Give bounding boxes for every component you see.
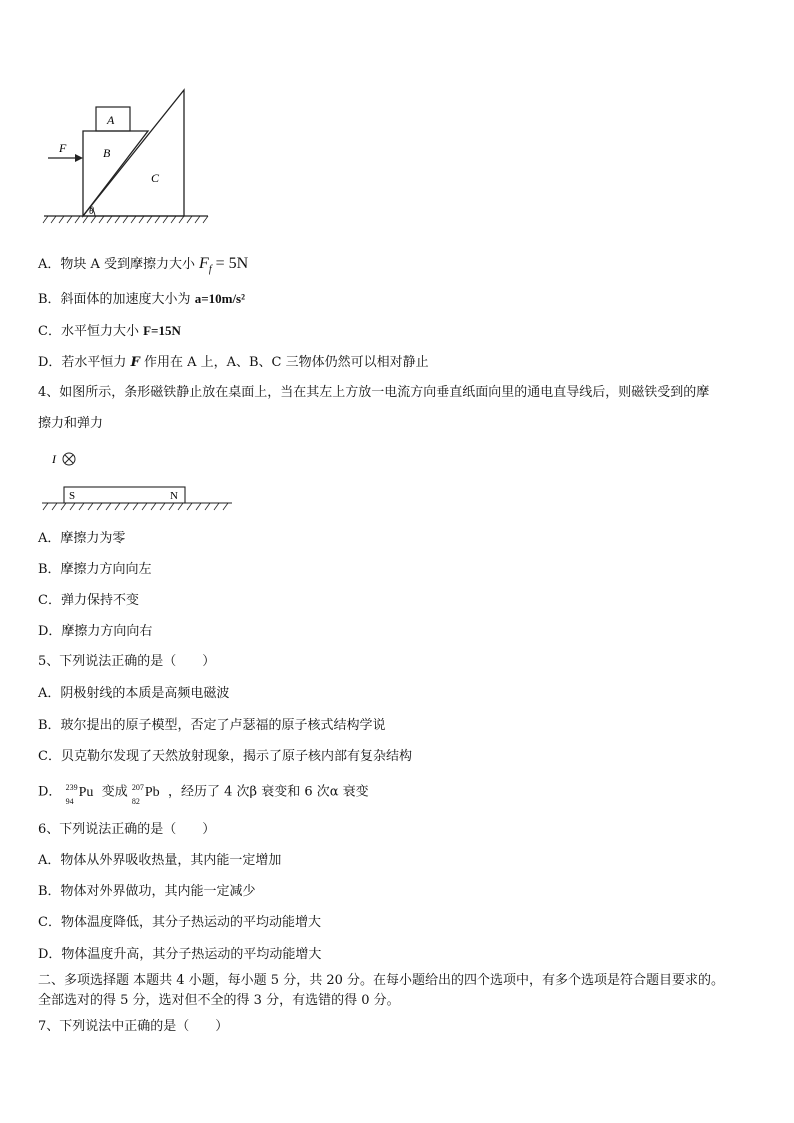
q6-option-c: C．物体温度降低，其分子热运动的平均动能增大 <box>38 915 321 930</box>
q4-option-d: D．摩擦力方向向右 <box>38 624 153 639</box>
magnet-figure <box>40 448 236 514</box>
q5-option-c: C．贝克勒尔发现了天然放射现象，揭示了原子核内部有复杂结构 <box>38 749 412 764</box>
section2-line2: 全部选对的得 5 分，选对但不全的得 3 分，有选错的得 0 分。 <box>38 993 400 1008</box>
current-into-page-icon <box>63 453 75 465</box>
q5-option-a: A．阴极射线的本质是高频电磁波 <box>38 686 230 701</box>
label-b: B <box>103 146 111 160</box>
q5-option-d: D． 239 94 Pu 变成 207 82 Pb ，经历了 4 次β 衰变和 6 次α 衰变 <box>38 783 369 806</box>
current-label: I <box>52 452 56 466</box>
q6-option-b: B．物体对外界做功，其内能一定减少 <box>38 884 256 899</box>
q4-option-a: A．摩擦力为零 <box>38 531 126 546</box>
q6-stem: 6、下列说法正确的是（ ） <box>38 822 216 837</box>
label-c: C <box>151 171 160 185</box>
q5-option-b: B．玻尔提出的原子模型，否定了卢瑟福的原子核式结构学说 <box>38 718 386 733</box>
magnet-s-label: S <box>69 490 76 502</box>
magnet-n-label: N <box>170 490 178 502</box>
q4-stem-line1: 4、如图所示，条形磁铁静止放在桌面上，当在其左上方放一电流方向垂直纸面向里的通电直导线后，则磁铁受到的摩 <box>38 385 710 400</box>
incline-figure <box>40 86 210 232</box>
bar-magnet <box>64 487 185 503</box>
q4-option-b: B．摩擦力方向向左 <box>38 562 152 577</box>
q3-option-c: C．水平恒力大小 F=15N <box>38 323 181 339</box>
q6-option-a: A．物体从外界吸收热量，其内能一定增加 <box>38 853 282 868</box>
q3-option-a: A．物块 A 受到摩擦力大小 $F_f = 5N$ <box>38 255 249 276</box>
q5-stem: 5、下列说法正确的是（ ） <box>38 654 216 669</box>
label-f: F <box>59 141 67 155</box>
label-theta: θ <box>89 206 94 217</box>
section2-line1: 二、多项选择题 本题共 4 小题，每小题 5 分，共 20 分。在每小题给出的四个选项中，有多个选项是符合题目要求的。 <box>38 973 725 988</box>
q3-option-b: B．斜面体的加速度大小为 a=10m/s² <box>38 291 246 307</box>
q6-option-d: D．物体温度升高，其分子热运动的平均动能增大 <box>38 947 322 962</box>
q3-option-d: D．若水平恒力 F 作用在 A 上，A、B、C 三物体仍然可以相对静止 <box>38 355 429 370</box>
q4-option-c: C．弹力保持不变 <box>38 593 139 608</box>
q7-stem: 7、下列说法中正确的是（ ） <box>38 1019 229 1034</box>
q4-stem-line2: 擦力和弹力 <box>38 416 104 431</box>
label-a: A <box>107 113 115 127</box>
